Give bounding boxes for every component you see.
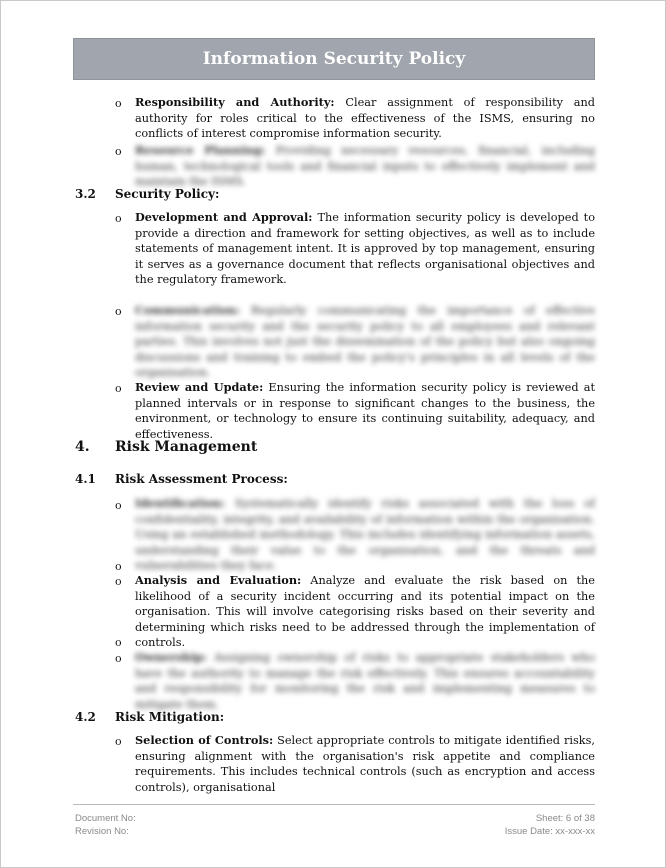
issue-date: Issue Date: xx-xxx-xx (504, 826, 595, 837)
item-text: Select appropriate controls to mitigate identified risks, ensuring alignment with the organisation's risk appetite and compliance requirements. This includes technical controls (such as encryption and access controls), organisational (135, 734, 595, 794)
bullet-marker: o (115, 97, 122, 110)
item-lead: Identification: (135, 496, 225, 510)
item-lead: Selection of Controls: (135, 733, 274, 747)
item-text: Providing necessary resources, financial, including human, technological tools and financial inputs to effectively implement and maintain the ISMS. (135, 144, 595, 189)
revision-number-label: Revision No: (75, 826, 129, 837)
page-title: Information Security Policy (202, 49, 466, 69)
document-number-label: Document No: (75, 813, 136, 824)
list-item (135, 210, 595, 288)
bullet-marker: o (115, 735, 122, 748)
bullet-marker: o (115, 560, 122, 573)
list-item-blurred (135, 143, 595, 189)
item-lead: Ownership: (135, 650, 207, 664)
list-item (135, 380, 595, 442)
bullet-marker: o (115, 212, 122, 225)
bullet-marker: o (115, 305, 122, 318)
item-lead: Review and Update: (135, 380, 264, 394)
item-text: Regularly communicating the importance of effective information security and the security policy to all employees and relevant parties. This involves not just the dissemination of the policy but also ongoing discussions and training to embed the policy's principles in all levels of the organisation. (135, 304, 595, 380)
section-number: 4.2 (75, 710, 96, 724)
item-lead: Analysis and Evaluation: (135, 573, 302, 587)
section-title: Risk Assessment Process: (115, 472, 288, 486)
bullet-marker: o (115, 636, 122, 649)
bullet-marker: o (115, 499, 122, 512)
item-lead: Responsibility and Authority: (135, 95, 335, 109)
item-lead: Development and Approval: (135, 210, 313, 224)
list-item-blurred (135, 303, 595, 380)
item-text: Analyze and evaluate the risk based on the likelihood of a security incident occurring and its potential impact on the organisation. This will involve categorising risks based on their severity and determining which risks need to be addressed through the implementation of controls. (135, 574, 595, 650)
list-item (135, 733, 595, 795)
chapter-number: 4. (75, 439, 90, 455)
bullet-marker: o (115, 575, 122, 588)
list-item-blurred (135, 496, 595, 573)
list-item-blurred (135, 650, 595, 711)
item-text: Clear assignment of responsibility and authority for roles critical to the effectiveness of the ISMS, ensuring no conflicts of interest compromise information security. (135, 96, 596, 141)
item-text: Systematically identify risks associated with the loss of confidentiality, integrity, and availability of information within the organisation. Using an established methodology. This includes identifying information assets, understanding their value to the organisation, and the threats and vulnerabilities they face. (135, 497, 595, 573)
list-item (135, 573, 595, 651)
bullet-marker: o (115, 382, 122, 395)
bullet-marker: o (115, 652, 122, 665)
chapter-title: Risk Management (115, 439, 258, 455)
item-text: Assigning ownership of risks to appropriate stakeholders who have the authority to manage the risk effectively. This ensures accountability and responsibility for monitoring the risk and implementing measures to mitigate them. (135, 651, 595, 711)
sheet-number: Sheet: 6 of 38 (535, 813, 595, 824)
section-title: Security Policy: (115, 187, 220, 201)
section-number: 3.2 (75, 187, 96, 201)
item-text: The information security policy is developed to provide a direction and framework for setting objectives, as well as to include statements of management intent. It is approved by top management, ensuring it serves as a governance document that reflects organisational objectives and the regulatory framework. (135, 211, 595, 287)
item-lead: Resource Planning: (135, 143, 266, 157)
item-lead: Communication: (135, 303, 240, 317)
list-item (135, 95, 595, 142)
bullet-marker: o (115, 145, 122, 158)
footer-divider (73, 804, 595, 805)
section-number: 4.1 (75, 472, 96, 486)
page-header-bar (73, 38, 595, 80)
section-title: Risk Mitigation: (115, 710, 225, 724)
item-text: Ensuring the information security policy is reviewed at planned intervals or in response to significant changes to the business, the environment, or technology to ensure its continuing suitability, adequacy, and effectiveness. (135, 381, 596, 441)
